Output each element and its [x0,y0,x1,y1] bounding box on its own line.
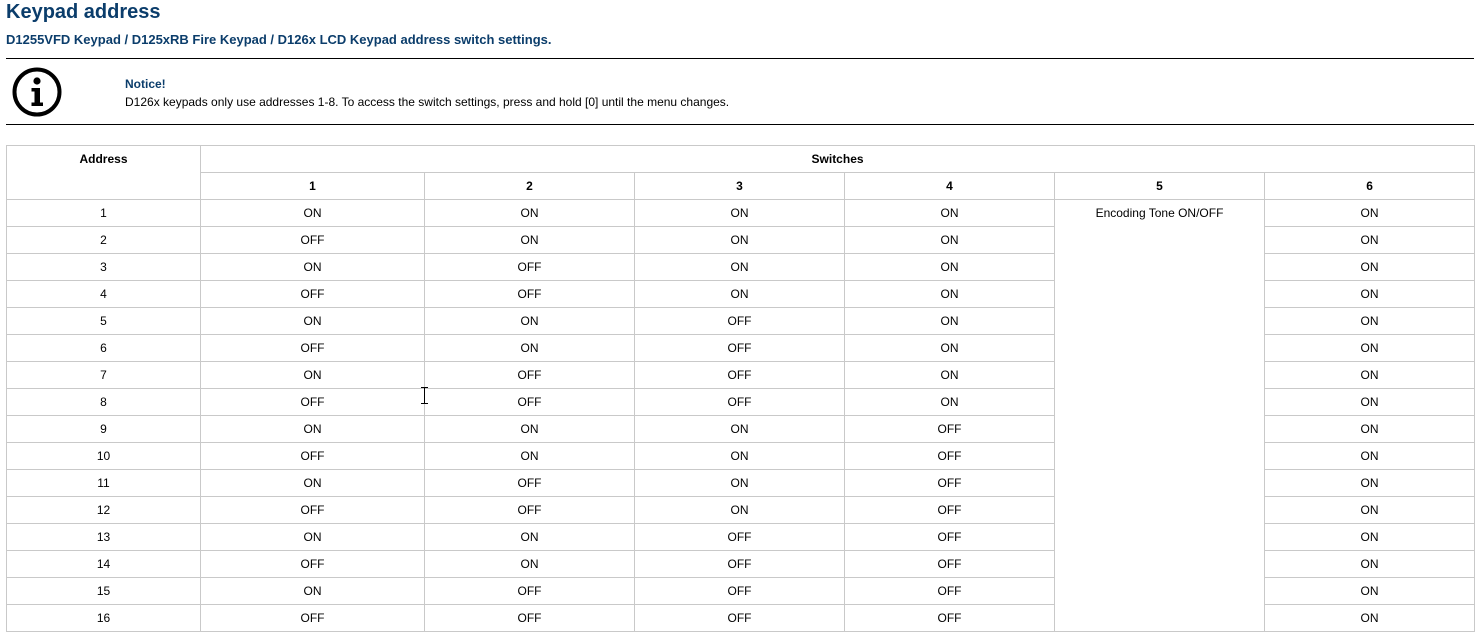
switch-1-cell: ON [201,416,425,443]
switch-4-header: 4 [845,173,1055,200]
switch-3-cell: OFF [635,605,845,632]
address-cell: 10 [7,443,201,470]
switch-4-cell: OFF [845,470,1055,497]
switch-4-cell: OFF [845,578,1055,605]
page-title: Keypad address [6,1,161,23]
switch-4-cell: OFF [845,524,1055,551]
switch-3-cell: ON [635,470,845,497]
switch-3-cell: ON [635,497,845,524]
switch-3-cell: OFF [635,551,845,578]
switch-2-cell: ON [425,227,635,254]
switch-6-cell: ON [1265,308,1475,335]
switch-1-cell: ON [201,308,425,335]
address-cell: 13 [7,524,201,551]
switch-number-header-row [7,173,1475,200]
table-row [7,200,1475,227]
switch-2-cell: OFF [425,389,635,416]
switch-4-cell: ON [845,362,1055,389]
switch-2-cell: OFF [425,605,635,632]
switch-2-cell: ON [425,416,635,443]
notice-top-divider [6,58,1474,59]
switch-2-cell: ON [425,200,635,227]
address-cell: 1 [7,200,201,227]
address-cell: 12 [7,497,201,524]
switch-6-cell: ON [1265,551,1475,578]
notice-bottom-divider [6,124,1474,125]
address-cell: 2 [7,227,201,254]
switch-3-cell: ON [635,281,845,308]
switch-1-cell: OFF [201,335,425,362]
switch-6-cell: ON [1265,443,1475,470]
switch-4-cell: OFF [845,416,1055,443]
switches-column-header: Switches [201,146,1475,173]
switch-1-cell: ON [201,524,425,551]
switch-3-cell: OFF [635,524,845,551]
switch-3-cell: OFF [635,389,845,416]
switch-1-cell: ON [201,254,425,281]
switch-6-cell: ON [1265,497,1475,524]
switch-5-header: 5 [1055,173,1265,200]
switch-6-cell: ON [1265,389,1475,416]
switch-3-cell: OFF [635,578,845,605]
switch-6-cell: ON [1265,416,1475,443]
switch-5-merged-cell: Encoding Tone ON/OFF [1055,200,1265,632]
switch-6-header: 6 [1265,173,1475,200]
switch-2-cell: ON [425,308,635,335]
switch-1-header: 1 [201,173,425,200]
switch-4-cell: ON [845,389,1055,416]
switch-2-cell: OFF [425,281,635,308]
address-cell: 16 [7,605,201,632]
switch-3-cell: OFF [635,335,845,362]
switch-6-cell: ON [1265,524,1475,551]
switch-2-cell: ON [425,524,635,551]
switch-1-cell: OFF [201,389,425,416]
switch-3-cell: OFF [635,308,845,335]
switch-4-cell: OFF [845,551,1055,578]
switch-settings-table [6,145,1475,632]
address-cell: 8 [7,389,201,416]
switch-4-cell: OFF [845,443,1055,470]
switch-1-cell: OFF [201,227,425,254]
switch-6-cell: ON [1265,200,1475,227]
switch-2-cell: ON [425,335,635,362]
switch-6-cell: ON [1265,227,1475,254]
address-column-header: Address [7,146,201,200]
switch-3-cell: ON [635,416,845,443]
address-cell: 6 [7,335,201,362]
switch-2-cell: ON [425,443,635,470]
switch-3-cell: ON [635,443,845,470]
switch-6-cell: ON [1265,281,1475,308]
switch-1-cell: ON [201,200,425,227]
switch-2-cell: OFF [425,470,635,497]
address-cell: 14 [7,551,201,578]
switch-1-cell: OFF [201,497,425,524]
info-icon [12,67,62,117]
address-cell: 5 [7,308,201,335]
switch-3-cell: ON [635,200,845,227]
switch-6-cell: ON [1265,362,1475,389]
text-cursor-icon [420,387,429,404]
switch-3-header: 3 [635,173,845,200]
switch-1-cell: OFF [201,443,425,470]
switch-4-cell: ON [845,308,1055,335]
address-cell: 9 [7,416,201,443]
switch-6-cell: ON [1265,335,1475,362]
switch-2-cell: OFF [425,362,635,389]
switch-6-cell: ON [1265,605,1475,632]
switch-1-cell: OFF [201,281,425,308]
switch-4-cell: ON [845,335,1055,362]
switch-3-cell: ON [635,254,845,281]
switch-3-cell: ON [635,227,845,254]
switch-4-cell: OFF [845,497,1055,524]
address-cell: 4 [7,281,201,308]
switch-4-cell: OFF [845,605,1055,632]
page-subtitle: D1255VFD Keypad / D125xRB Fire Keypad / D126x LCD Keypad address switch settings. [6,32,552,47]
switch-1-cell: OFF [201,605,425,632]
switch-6-cell: ON [1265,254,1475,281]
switch-3-cell: OFF [635,362,845,389]
switch-4-cell: ON [845,281,1055,308]
address-cell: 15 [7,578,201,605]
table-header-row [7,146,1475,173]
switch-2-cell: OFF [425,578,635,605]
switch-2-header: 2 [425,173,635,200]
switch-1-cell: OFF [201,551,425,578]
switch-1-cell: ON [201,362,425,389]
switch-4-cell: ON [845,254,1055,281]
notice-text: D126x keypads only use addresses 1-8. To access the switch settings, press and hold [0] until the menu changes. [125,95,730,109]
switch-2-cell: OFF [425,254,635,281]
address-cell: 7 [7,362,201,389]
switch-2-cell: ON [425,551,635,578]
switch-4-cell: ON [845,227,1055,254]
switch-2-cell: OFF [425,497,635,524]
address-cell: 3 [7,254,201,281]
switch-1-cell: ON [201,470,425,497]
notice-title: Notice! [125,77,166,91]
address-cell: 11 [7,470,201,497]
switch-6-cell: ON [1265,578,1475,605]
switch-4-cell: ON [845,200,1055,227]
switch-6-cell: ON [1265,470,1475,497]
switch-1-cell: ON [201,578,425,605]
